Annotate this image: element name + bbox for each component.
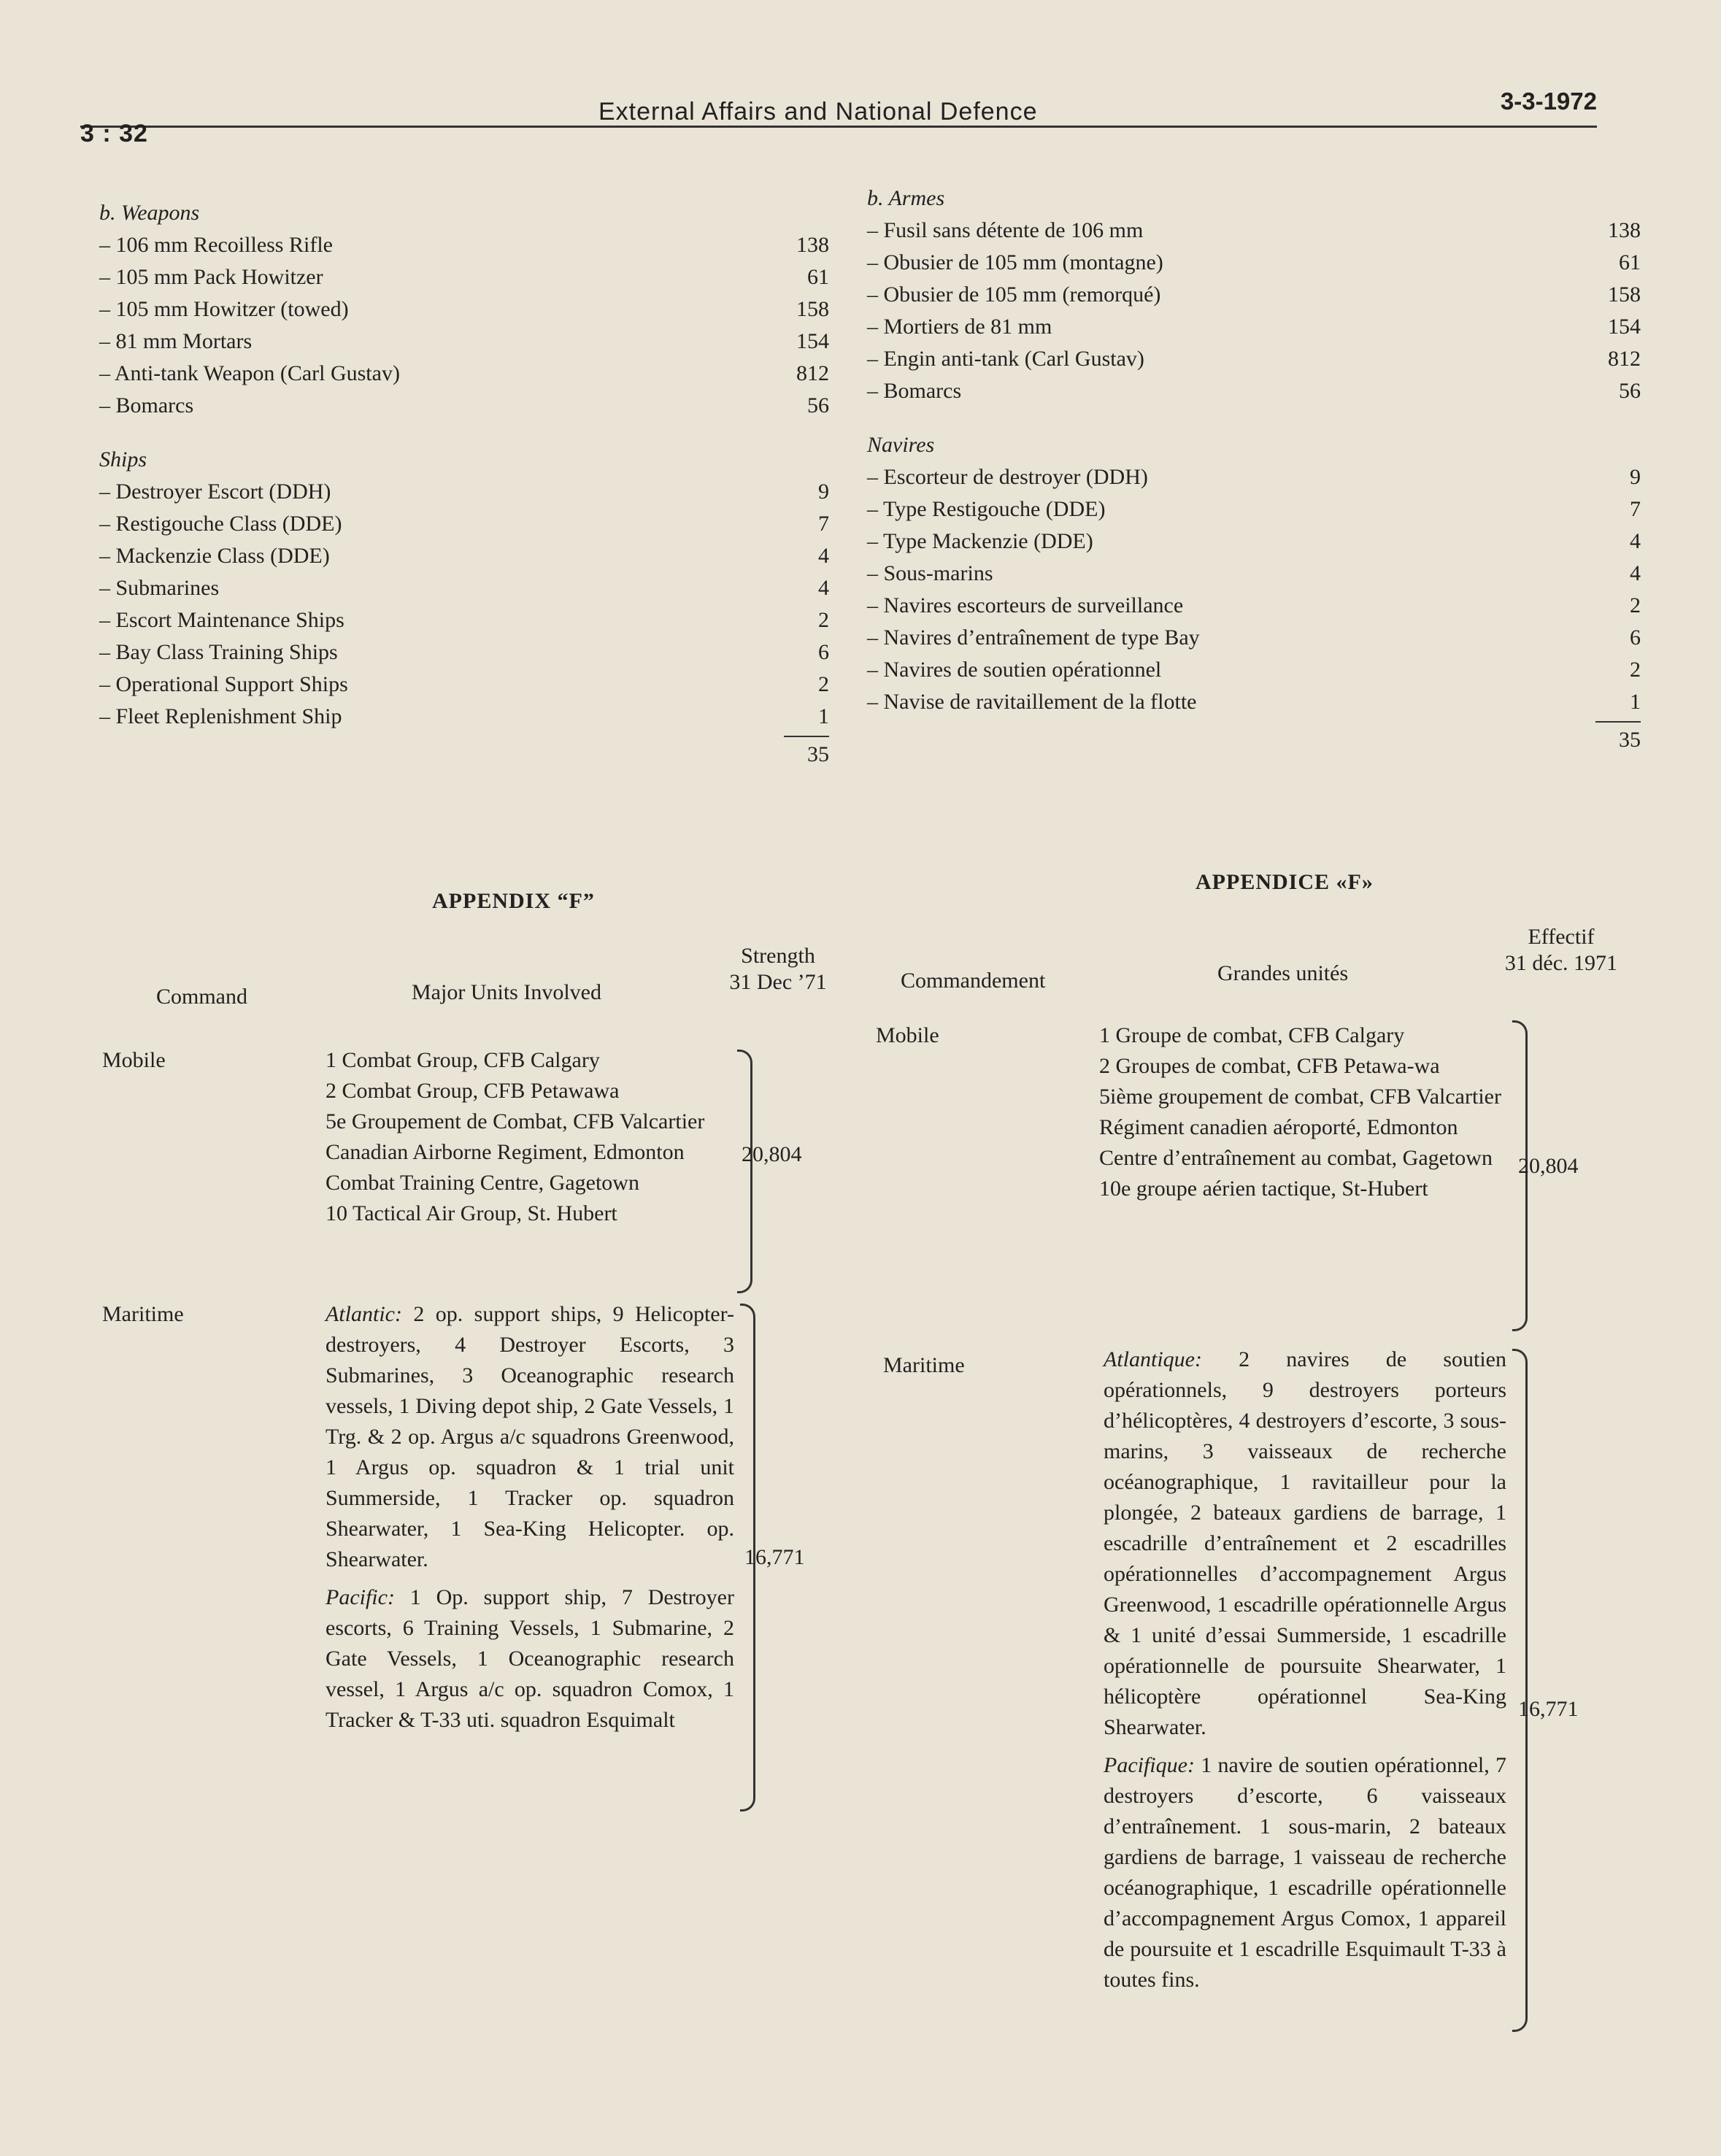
ships-list [99, 476, 829, 733]
list-item: – 105 mm Pack Howitzer 61 [99, 265, 829, 289]
list-item: – Anti-tank Weapon (Carl Gustav) 812 [99, 361, 829, 385]
maritime-strength: 16,771 [744, 1545, 805, 1569]
list-item: – Escorteur de destroyer (DDH) 9 [867, 465, 1641, 489]
list-item: – Mortiers de 81 mm 154 [867, 315, 1641, 339]
french-inventory [867, 182, 1641, 755]
mobile-entry-fr [876, 1020, 1679, 1334]
list-item: – Engin anti-tank (Carl Gustav) 812 [867, 347, 1641, 371]
armes-title: b. Armes [867, 186, 945, 210]
brace [1512, 1349, 1528, 2032]
col-strength-en: Strength 31 Dec ’71 [729, 944, 827, 994]
mobile-entry-en [102, 1045, 861, 1293]
list-item: – Bay Class Training Ships 6 [99, 640, 829, 664]
list-item: – Obusier de 105 mm (remorqué) 158 [867, 282, 1641, 307]
total-rule [1595, 721, 1641, 723]
maritime-units [1104, 1344, 1506, 1995]
list-item: – Navires de soutien opérationnel 2 [867, 658, 1641, 682]
command-mobile: Mobile [876, 1023, 939, 1047]
list-item: – Navires escorteurs de surveillance 2 [867, 593, 1641, 617]
navires-title: Navires [867, 433, 935, 457]
navires-list [867, 461, 1641, 718]
list-item: – Mackenzie Class (DDE) 4 [99, 544, 829, 568]
mobile-strength: 20,804 [1518, 1154, 1579, 1178]
list-item: – Type Mackenzie (DDE) 4 [867, 529, 1641, 553]
navires-total-value: 35 [1619, 728, 1641, 752]
list-item: – Bomarcs 56 [99, 393, 829, 417]
col-units-fr: Grandes unités [1217, 961, 1349, 985]
appendix-title-en: APPENDIX “F” [432, 889, 595, 913]
maritime-units [326, 1299, 734, 1736]
list-item: – Submarines 4 [99, 576, 829, 600]
brace [737, 1050, 752, 1293]
pacific-paragraph: Pacific: 1 Op. support ship, 7 Destroyer escorts, 6 Training Vessels, 1 Submarine, 2 Gate Vessels, 1 Oceanographic research vessel, 1 Argus a/c op. squadron Comox, 1 Tracker & T-33 uti. squadron Esquimalt [326, 1585, 734, 1732]
list-item: – Fleet Replenishment Ship 1 [99, 704, 829, 728]
list-item: – Destroyer Escort (DDH) 9 [99, 480, 829, 504]
page-title: External Affairs and National Defence [598, 98, 1038, 126]
ships-total-value: 35 [807, 742, 829, 766]
list-item: – Escort Maintenance Ships 2 [99, 608, 829, 632]
list-item: – Restigouche Class (DDE) 7 [99, 512, 829, 536]
appendix-title-fr: APPENDICE «F» [1196, 870, 1374, 894]
ships-total [99, 733, 829, 769]
list-item: – Bomarcs 56 [867, 379, 1641, 403]
page-header [80, 82, 1597, 147]
list-item: – 105 mm Howitzer (towed) 158 [99, 297, 829, 321]
english-inventory [99, 197, 829, 769]
atlantique-paragraph: Atlantique: 2 navires de soutien opérationnels, 9 destroyers porteurs d’hélicoptères, 4 destroyers d’escorte, 3 sous-marins, 3 vaisseaux de recherche océanographique, 1 ravitailleur pour la plongée, 2 bateaux gardiens de barrage, 1 escadrille d’entraînement et 2 escadrilles opérationnelles d’accompagnement Argus Greenwood, 1 escadrille opérationnelle Argus & 1 unité d’essai Summerside, 1 escadrille opérationnelle de poursuite Shearwater, 1 hélicoptère opérationnel Sea-King Shearwater. [1104, 1347, 1506, 1739]
page-date: 3-3-1972 [1500, 88, 1597, 115]
list-item: – Operational Support Ships 2 [99, 672, 829, 696]
col-strength-fr: Effectif 31 déc. 1971 [1504, 925, 1618, 975]
list-item: – 81 mm Mortars 154 [99, 329, 829, 353]
pacifique-paragraph: Pacifique: 1 navire de soutien opérationnel, 7 destroyers d’escorte, 6 vaisseaux d’entraînement. 1 sous-marin, 2 bateaux gardiens de barrage, 1 vaisseau de recherche océanographique, 1 escadrille opérationnelle d’accompagnement Argus Comox, 1 appareil de poursuite et 1 escadrille Esquimault T-33 à toutes fins. [1104, 1753, 1506, 1992]
command-maritime: Maritime [883, 1353, 965, 1377]
page-number: 3 : 32 [80, 120, 148, 147]
mobile-units: 1 Groupe de combat, CFB Calgary 2 Groupes de combat, CFB Petawa-wa 5ième groupement de combat, CFB Valcartier Régiment canadien aéroporté, Edmonton Centre d’entraînement au combat, Gagetown 10e groupe aérien tactique, St-Hubert [1099, 1023, 1501, 1201]
list-item: – Type Restigouche (DDE) 7 [867, 497, 1641, 521]
ships-title: Ships [99, 447, 147, 471]
list-item: – Sous-marins 4 [867, 561, 1641, 585]
col-units-en: Major Units Involved [412, 980, 601, 1004]
list-item: – 106 mm Recoilless Rifle 138 [99, 233, 829, 257]
col-command-fr: Commandement [901, 969, 1046, 993]
navires-total [867, 718, 1641, 755]
weapons-list [99, 229, 829, 422]
atlantic-paragraph: Atlantic: 2 op. support ships, 9 Helicopter-destroyers, 4 Destroyer Escorts, 3 Submarines, 3 Oceanographic research vessels, 1 Diving depot ship, 2 Gate Vessels, 1 Trg. & 2 op. Argus a/c squadrons Greenwood, 1 Argus op. squadron & 1 trial unit Summerside, 1 Tracker op. squadron Shearwater, 1 Sea-King Helicopter. op. Shearwater. [326, 1302, 734, 1571]
maritime-entry-en [102, 1299, 861, 1810]
col-command-en: Command [156, 985, 247, 1009]
mobile-units: 1 Combat Group, CFB Calgary 2 Combat Group, CFB Petawawa 5e Groupement de Combat, CFB Valcartier Canadian Airborne Regiment, Edmonton Combat Training Centre, Gagetown 10 Tactical Air Group, St. Hubert [326, 1048, 705, 1225]
list-item: – Navires d’entraînement de type Bay 6 [867, 625, 1641, 650]
total-rule [784, 736, 829, 737]
maritime-strength: 16,771 [1518, 1697, 1579, 1721]
weapons-title: b. Weapons [99, 201, 200, 225]
list-item: – Navise de ravitaillement de la flotte 1 [867, 690, 1641, 714]
maritime-entry-fr [883, 1344, 1686, 2074]
mobile-strength: 20,804 [742, 1142, 802, 1166]
list-item: – Fusil sans détente de 106 mm 138 [867, 218, 1641, 242]
list-item: – Obusier de 105 mm (montagne) 61 [867, 250, 1641, 274]
command-maritime: Maritime [102, 1302, 184, 1326]
command-mobile: Mobile [102, 1048, 166, 1072]
armes-list [867, 215, 1641, 407]
